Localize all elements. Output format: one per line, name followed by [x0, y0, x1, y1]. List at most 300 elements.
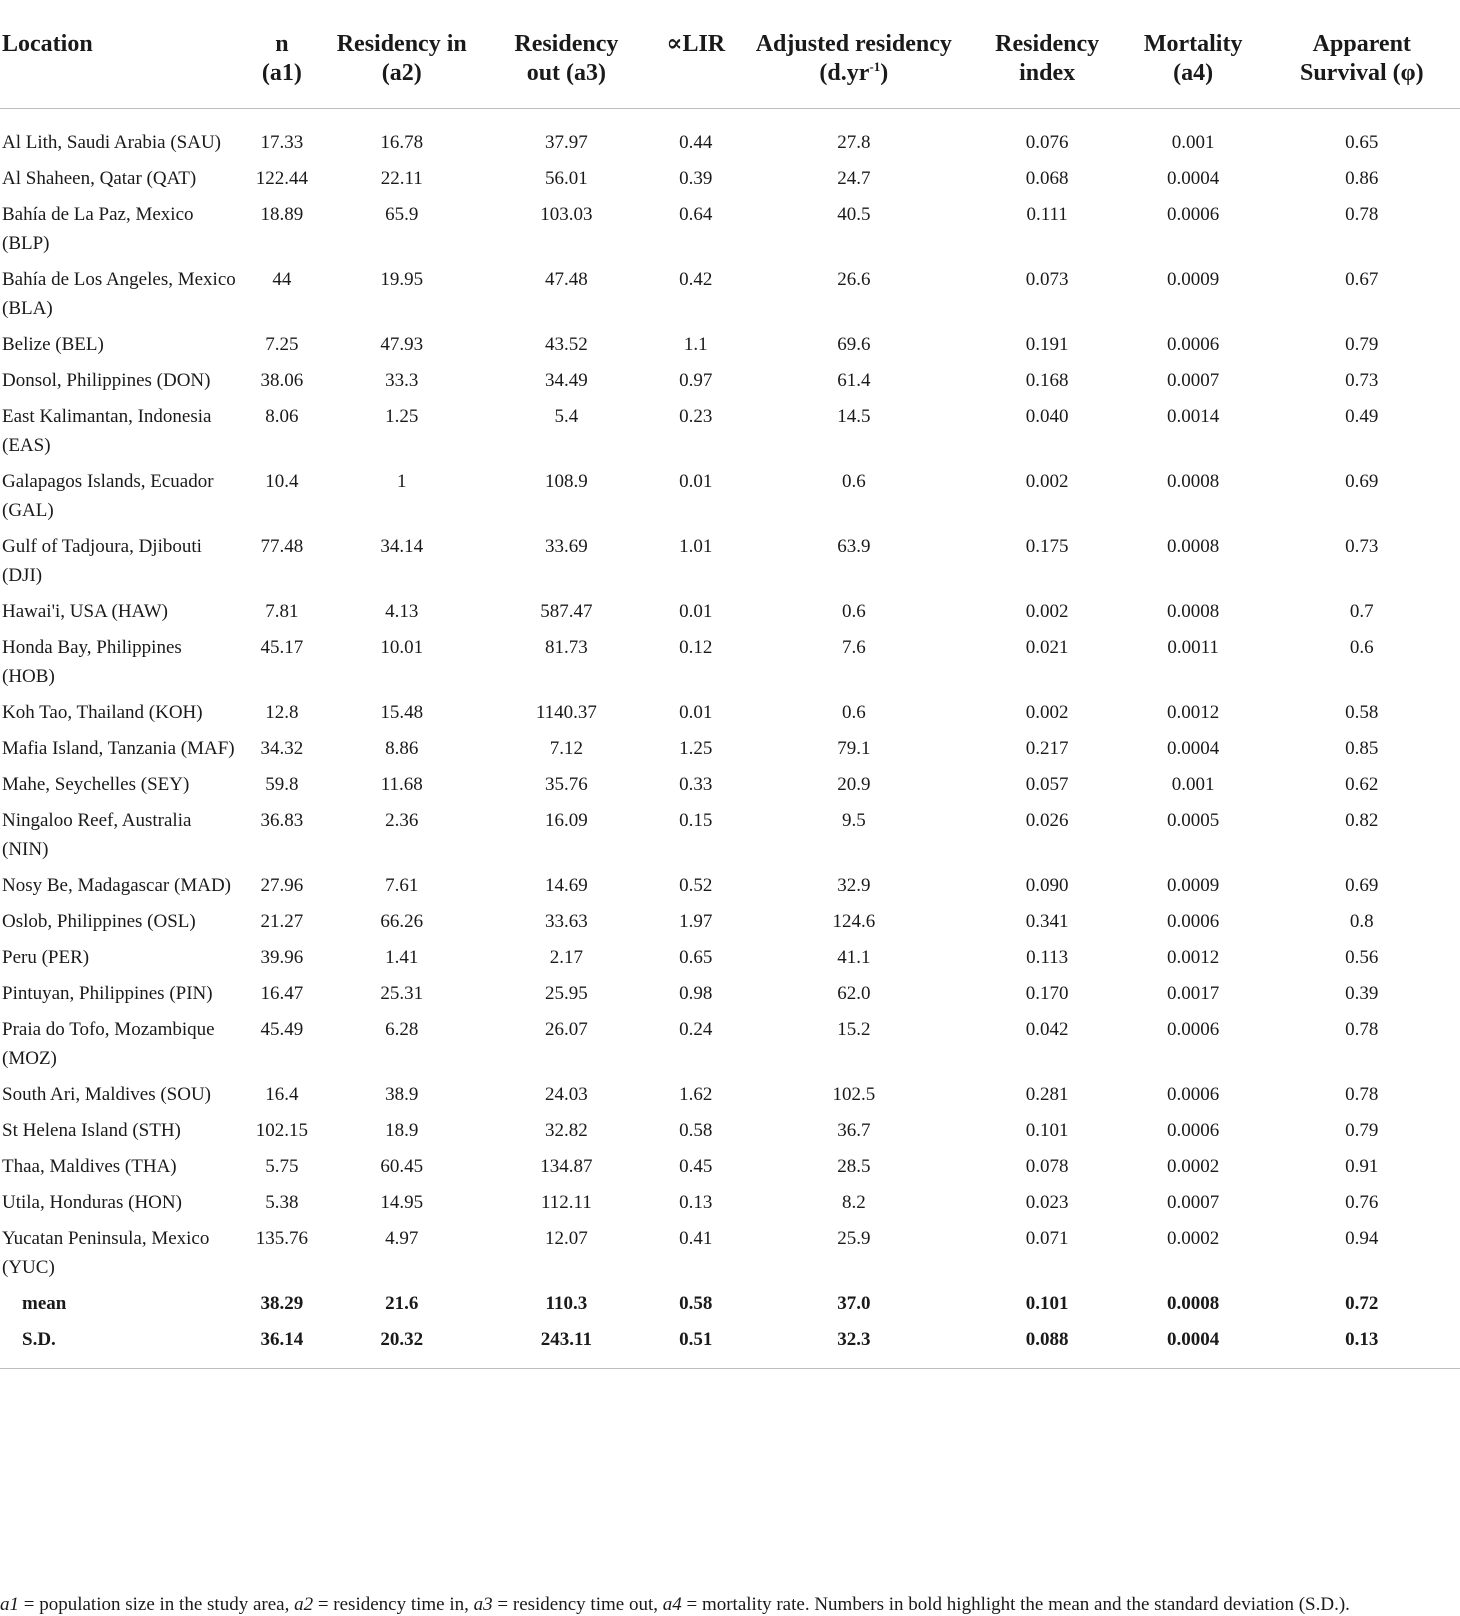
value-cell: 65.9	[385, 204, 419, 225]
value-cell: 0.79	[1345, 334, 1379, 355]
value-cell: 18.89	[260, 204, 304, 225]
value-cell: 0.94	[1345, 1228, 1379, 1249]
data-table-container	[0, 30, 1460, 1369]
residency-table	[0, 30, 1460, 1369]
value-cell: 1.1	[683, 334, 708, 355]
table-row	[0, 1188, 1460, 1224]
value-cell: 4.13	[385, 601, 419, 622]
value-cell: 0.0014	[1167, 406, 1220, 427]
value-cell: 0.191	[1025, 334, 1069, 355]
footnote-a3-symbol: a3	[473, 1594, 493, 1615]
location-cell: Belize (BEL)	[2, 334, 104, 355]
value-cell: 4.97	[385, 1228, 419, 1249]
location-cell: Al Shaheen, Qatar (QAT)	[2, 168, 197, 189]
summary-value-cell: 0.13	[1264, 1325, 1460, 1369]
value-cell: 61.4	[837, 370, 871, 391]
value-cell: 0.39	[679, 168, 713, 189]
value-cell: 5.4	[554, 406, 579, 427]
value-cell: 0.001	[1171, 774, 1215, 795]
value-cell: 0.281	[1025, 1084, 1069, 1105]
value-cell: 0.6	[841, 471, 866, 492]
value-cell: 15.48	[380, 702, 424, 723]
value-cell: 0.12	[679, 637, 713, 658]
value-cell: 0.98	[679, 983, 713, 1004]
value-cell: 0.86	[1345, 168, 1379, 189]
value-cell: 59.8	[265, 774, 299, 795]
value-cell: 135.76	[255, 1228, 309, 1249]
value-cell: 0.0006	[1167, 204, 1220, 225]
value-cell: 0.6	[841, 601, 866, 622]
value-cell: 47.93	[380, 334, 424, 355]
footnote-a2-text: = residency time in,	[313, 1594, 474, 1615]
value-cell: 16.4	[265, 1084, 299, 1105]
value-cell: 0.73	[1345, 536, 1379, 557]
column-header-line1: n	[275, 31, 289, 57]
summary-value-cell: 110.3	[545, 1293, 588, 1314]
value-cell: 43.52	[544, 334, 588, 355]
value-cell: 108.9	[544, 471, 588, 492]
value-cell: 0.175	[1025, 536, 1069, 557]
value-cell: 0.82	[1345, 810, 1379, 831]
value-cell: 0.0004	[1167, 738, 1220, 759]
location-cell: Al Lith, Saudi Arabia (SAU)	[2, 132, 222, 153]
footnote-a3-text: = residency time out,	[492, 1594, 663, 1615]
column-header	[0, 30, 238, 109]
value-cell: 0.97	[679, 370, 713, 391]
value-cell: 14.95	[380, 1192, 424, 1213]
location-cell: Yucatan Peninsula, Mexico (YUC)	[2, 1228, 210, 1278]
value-cell: 0.078	[1025, 1156, 1069, 1177]
location-cell: Galapagos Islands, Ecuador (GAL)	[2, 471, 214, 521]
table-row	[0, 734, 1460, 770]
location-cell: Bahía de La Paz, Mexico (BLP)	[2, 204, 194, 254]
value-cell: 0.24	[679, 1019, 713, 1040]
value-cell: 124.6	[832, 911, 876, 932]
sd-row	[0, 1325, 1460, 1369]
value-cell: 39.96	[260, 947, 304, 968]
value-cell: 0.69	[1345, 875, 1379, 896]
value-cell: 36.83	[260, 810, 304, 831]
value-cell: 0.6	[1349, 637, 1374, 658]
value-cell: 0.0008	[1167, 536, 1220, 557]
column-header-line2: (a2)	[381, 60, 422, 86]
value-cell: 36.7	[837, 1120, 871, 1141]
value-cell: 0.49	[1345, 406, 1379, 427]
value-cell: 0.076	[1025, 132, 1069, 153]
value-cell: 9.5	[841, 810, 866, 831]
value-cell: 15.2	[837, 1019, 871, 1040]
table-row	[0, 806, 1460, 871]
table-row	[0, 597, 1460, 633]
table-row	[0, 402, 1460, 467]
value-cell: 34.49	[544, 370, 588, 391]
table-row	[0, 1080, 1460, 1116]
table-row	[0, 1015, 1460, 1080]
summary-label-cell: S.D.	[0, 1325, 238, 1369]
value-cell: 33.69	[544, 536, 588, 557]
column-header	[477, 30, 655, 109]
value-cell: 47.48	[544, 269, 588, 290]
value-cell: 1.41	[385, 947, 419, 968]
table-row	[0, 770, 1460, 806]
value-cell: 1.97	[679, 911, 713, 932]
value-cell: 2.36	[385, 810, 419, 831]
value-cell: 12.8	[265, 702, 299, 723]
value-cell: 0.073	[1025, 269, 1069, 290]
value-cell: 44	[272, 269, 292, 290]
value-cell: 1140.37	[535, 702, 597, 723]
value-cell: 19.95	[380, 269, 424, 290]
value-cell: 81.73	[544, 637, 588, 658]
mean-row	[0, 1289, 1460, 1325]
value-cell: 0.0017	[1167, 983, 1220, 1004]
column-header-line1: Residency	[514, 31, 619, 57]
value-cell: 60.45	[380, 1156, 424, 1177]
column-header-line1: ∝LIR	[666, 31, 726, 57]
value-cell: 0.113	[1026, 947, 1069, 968]
value-cell: 0.042	[1025, 1019, 1069, 1040]
value-cell: 122.44	[255, 168, 309, 189]
column-header-line2: Survival (φ)	[1299, 60, 1424, 86]
location-cell: Donsol, Philippines (DON)	[2, 370, 211, 391]
value-cell: 0.76	[1345, 1192, 1379, 1213]
value-cell: 26.6	[837, 269, 871, 290]
location-cell: Mafia Island, Tanzania (MAF)	[2, 738, 235, 759]
column-header-line1: Residency in	[336, 31, 467, 57]
summary-value-cell: 0.72	[1345, 1293, 1379, 1314]
value-cell: 24.7	[837, 168, 871, 189]
footnote-a1-text: = population size in the study area,	[19, 1594, 295, 1615]
value-cell: 112.11	[540, 1192, 592, 1213]
value-cell: 62.0	[837, 983, 871, 1004]
footnote-a4-text: = mortality rate. Numbers in bold highlight the mean and the standard deviation (S.D.).	[681, 1594, 1350, 1615]
table-header	[0, 30, 1460, 109]
location-cell: Nosy Be, Madagascar (MAD)	[2, 875, 231, 896]
header-row	[0, 30, 1460, 109]
value-cell: 27.96	[260, 875, 304, 896]
table-row	[0, 1152, 1460, 1188]
table-footnote	[0, 1594, 1460, 1616]
value-cell: 0.8	[1349, 911, 1374, 932]
value-cell: 0.071	[1025, 1228, 1069, 1249]
value-cell: 0.44	[679, 132, 713, 153]
value-cell: 0.33	[679, 774, 713, 795]
value-cell: 0.0006	[1167, 1084, 1220, 1105]
value-cell: 7.6	[841, 637, 866, 658]
table-row	[0, 871, 1460, 907]
value-cell: 0.0006	[1167, 911, 1220, 932]
value-cell: 16.09	[544, 810, 588, 831]
value-cell: 25.31	[380, 983, 424, 1004]
value-cell: 0.0002	[1167, 1156, 1220, 1177]
table-row	[0, 467, 1460, 532]
summary-value-cell: 243.11	[477, 1325, 655, 1369]
column-header	[1123, 30, 1264, 109]
value-cell: 32.9	[837, 875, 871, 896]
value-cell: 102.15	[255, 1120, 309, 1141]
value-cell: 37.97	[544, 132, 588, 153]
value-cell: 0.78	[1345, 204, 1379, 225]
value-cell: 0.0006	[1167, 1120, 1220, 1141]
value-cell: 0.01	[679, 601, 713, 622]
summary-value-cell: 0.51	[655, 1325, 736, 1369]
value-cell: 0.91	[1345, 1156, 1379, 1177]
value-cell: 79.1	[837, 738, 871, 759]
summary-value-cell: 21.6	[385, 1293, 419, 1314]
value-cell: 0.69	[1345, 471, 1379, 492]
table-row	[0, 532, 1460, 597]
value-cell: 32.82	[544, 1120, 588, 1141]
value-cell: 0.170	[1025, 983, 1069, 1004]
value-cell: 0.78	[1345, 1019, 1379, 1040]
value-cell: 56.01	[544, 168, 588, 189]
footnote-a1-symbol: a1	[0, 1594, 19, 1615]
value-cell: 26.07	[544, 1019, 588, 1040]
location-cell: St Helena Island (STH)	[2, 1120, 181, 1141]
summary-value-cell: 20.32	[326, 1325, 477, 1369]
location-cell: Praia do Tofo, Mozambique (MOZ)	[2, 1019, 215, 1069]
column-header-line1: Mortality	[1143, 31, 1243, 57]
column-header-line2: (a4)	[1173, 60, 1214, 86]
location-cell: Pintuyan, Philippines (PIN)	[2, 983, 213, 1004]
location-cell: East Kalimantan, Indonesia (EAS)	[2, 406, 212, 456]
value-cell: 40.5	[837, 204, 871, 225]
location-cell: Peru (PER)	[2, 947, 90, 968]
value-cell: 0.0004	[1167, 168, 1220, 189]
summary-value-cell: 0.088	[972, 1325, 1123, 1369]
value-cell: 0.7	[1349, 601, 1374, 622]
value-cell: 0.0002	[1167, 1228, 1220, 1249]
value-cell: 35.76	[544, 774, 588, 795]
value-cell: 63.9	[837, 536, 871, 557]
value-cell: 0.068	[1025, 168, 1069, 189]
value-cell: 33.63	[544, 911, 588, 932]
value-cell: 0.002	[1025, 471, 1069, 492]
value-cell: 0.040	[1025, 406, 1069, 427]
value-cell: 1.25	[385, 406, 419, 427]
location-cell: Honda Bay, Philippines (HOB)	[2, 637, 182, 687]
value-cell: 0.026	[1025, 810, 1069, 831]
value-cell: 0.0006	[1167, 1019, 1220, 1040]
value-cell: 0.111	[1026, 204, 1068, 225]
column-header-line2: index	[1019, 60, 1076, 86]
value-cell: 45.17	[260, 637, 304, 658]
table-row	[0, 943, 1460, 979]
value-cell: 0.217	[1025, 738, 1069, 759]
summary-label-cell: mean	[22, 1293, 67, 1314]
value-cell: 18.9	[385, 1120, 419, 1141]
value-cell: 0.52	[679, 875, 713, 896]
value-cell: 45.49	[260, 1019, 304, 1040]
value-cell: 0.45	[679, 1156, 713, 1177]
value-cell: 7.25	[265, 334, 299, 355]
summary-value-cell: 0.58	[679, 1293, 713, 1314]
summary-value-cell: 37.0	[837, 1293, 871, 1314]
value-cell: 8.2	[841, 1192, 866, 1213]
value-cell: 7.12	[549, 738, 583, 759]
column-header-line2-tail: )	[880, 60, 889, 86]
value-cell: 102.5	[832, 1084, 876, 1105]
value-cell: 41.1	[837, 947, 871, 968]
value-cell: 0.0007	[1167, 1192, 1220, 1213]
value-cell: 1	[396, 471, 407, 492]
value-cell: 0.0008	[1167, 471, 1220, 492]
table-row	[0, 907, 1460, 943]
column-header	[326, 30, 477, 109]
value-cell: 5.38	[265, 1192, 299, 1213]
location-cell: Bahía de Los Angeles, Mexico (BLA)	[2, 269, 236, 319]
column-header-line1: Residency	[995, 31, 1100, 57]
value-cell: 0.021	[1025, 637, 1069, 658]
value-cell: 0.41	[679, 1228, 713, 1249]
footnote-a2-symbol: a2	[294, 1594, 314, 1615]
column-header-line2: (d.yr	[819, 60, 870, 86]
table-row	[0, 164, 1460, 200]
location-cell: Mahe, Seychelles (SEY)	[2, 774, 190, 795]
value-cell: 0.0008	[1167, 601, 1220, 622]
value-cell: 0.0009	[1167, 875, 1220, 896]
value-cell: 2.17	[549, 947, 583, 968]
value-cell: 0.65	[1345, 132, 1379, 153]
value-cell: 0.6	[841, 702, 866, 723]
value-cell: 16.78	[380, 132, 424, 153]
summary-value-cell: 36.14	[238, 1325, 327, 1369]
value-cell: 0.341	[1025, 911, 1069, 932]
value-cell: 1.62	[679, 1084, 713, 1105]
value-cell: 25.95	[544, 983, 588, 1004]
value-cell: 8.06	[265, 406, 299, 427]
column-header-line2: out (a3)	[526, 60, 607, 86]
column-header	[1264, 30, 1460, 109]
value-cell: 12.07	[544, 1228, 588, 1249]
value-cell: 1.25	[679, 738, 713, 759]
location-cell: Thaa, Maldives (THA)	[2, 1156, 177, 1177]
value-cell: 134.87	[540, 1156, 593, 1177]
value-cell: 0.0012	[1167, 947, 1220, 968]
footnote-a4-symbol: a4	[662, 1594, 682, 1615]
value-cell: 0.023	[1025, 1192, 1069, 1213]
value-cell: 5.75	[265, 1156, 299, 1177]
value-cell: 0.090	[1025, 875, 1069, 896]
value-cell: 17.33	[260, 132, 304, 153]
value-cell: 0.0005	[1167, 810, 1220, 831]
column-header	[736, 30, 972, 109]
column-header-line1: Location	[2, 31, 93, 57]
location-cell: Koh Tao, Thailand (KOH)	[2, 702, 203, 723]
value-cell: 0.0009	[1167, 269, 1220, 290]
value-cell: 8.86	[385, 738, 419, 759]
value-cell: 0.78	[1345, 1084, 1379, 1105]
summary-value-cell: 0.0008	[1167, 1293, 1220, 1314]
value-cell: 0.62	[1345, 774, 1379, 795]
table-row	[0, 633, 1460, 698]
location-cell: Hawai'i, USA (HAW)	[2, 601, 169, 622]
value-cell: 103.03	[540, 204, 593, 225]
value-cell: 0.0007	[1167, 370, 1220, 391]
value-cell: 0.13	[679, 1192, 713, 1213]
value-cell: 10.01	[380, 637, 424, 658]
summary-value-cell: 32.3	[736, 1325, 972, 1369]
value-cell: 0.73	[1345, 370, 1379, 391]
value-cell: 77.48	[260, 536, 304, 557]
value-cell: 0.79	[1345, 1120, 1379, 1141]
value-cell: 0.58	[679, 1120, 713, 1141]
value-cell: 38.06	[260, 370, 304, 391]
value-cell: 0.39	[1345, 983, 1379, 1004]
value-cell: 0.65	[679, 947, 713, 968]
value-cell: 33.3	[385, 370, 419, 391]
table-body	[0, 109, 1460, 1369]
value-cell: 0.64	[679, 204, 713, 225]
value-cell: 0.01	[679, 471, 713, 492]
column-header	[655, 30, 736, 109]
value-cell: 22.11	[380, 168, 423, 189]
location-cell: Oslob, Philippines (OSL)	[2, 911, 196, 932]
value-cell: 0.168	[1025, 370, 1069, 391]
value-cell: 0.15	[679, 810, 713, 831]
value-cell: 11.68	[380, 774, 423, 795]
column-header-line1: Apparent	[1312, 31, 1411, 57]
value-cell: 1.01	[679, 536, 713, 557]
value-cell: 0.0006	[1167, 334, 1220, 355]
value-cell: 0.85	[1345, 738, 1379, 759]
table-row	[0, 200, 1460, 265]
location-cell: Gulf of Tadjoura, Djibouti (DJI)	[2, 536, 202, 586]
value-cell: 6.28	[385, 1019, 419, 1040]
table-row	[0, 330, 1460, 366]
summary-value-cell: 38.29	[260, 1293, 304, 1314]
value-cell: 0.001	[1171, 132, 1215, 153]
value-cell: 21.27	[260, 911, 304, 932]
table-row	[0, 698, 1460, 734]
value-cell: 0.42	[679, 269, 713, 290]
value-cell: 24.03	[544, 1084, 588, 1105]
value-cell: 34.32	[260, 738, 304, 759]
value-cell: 34.14	[380, 536, 424, 557]
column-header-line1: Adjusted residency	[755, 31, 952, 57]
value-cell: 38.9	[385, 1084, 419, 1105]
summary-value-cell: 0.101	[1025, 1293, 1069, 1314]
column-header	[238, 30, 327, 109]
value-cell: 14.69	[544, 875, 588, 896]
value-cell: 69.6	[837, 334, 871, 355]
value-cell: 7.81	[265, 601, 299, 622]
location-cell: Ningaloo Reef, Australia (NIN)	[2, 810, 192, 860]
value-cell: 0.67	[1345, 269, 1379, 290]
value-cell: 0.01	[679, 702, 713, 723]
value-cell: 0.002	[1025, 601, 1069, 622]
column-header-superscript: -1	[869, 59, 881, 74]
value-cell: 7.61	[385, 875, 419, 896]
value-cell: 28.5	[837, 1156, 871, 1177]
location-cell: Utila, Honduras (HON)	[2, 1192, 182, 1213]
table-row	[0, 1224, 1460, 1289]
table-row	[0, 366, 1460, 402]
value-cell: 0.23	[679, 406, 713, 427]
value-cell: 0.56	[1345, 947, 1379, 968]
column-header	[972, 30, 1123, 109]
value-cell: 27.8	[837, 132, 871, 153]
column-header-line2: (a1)	[261, 60, 302, 86]
value-cell: 0.0011	[1167, 637, 1219, 658]
value-cell: 16.47	[260, 983, 304, 1004]
location-cell: South Ari, Maldives (SOU)	[2, 1084, 211, 1105]
value-cell: 0.0012	[1167, 702, 1220, 723]
value-cell: 14.5	[837, 406, 871, 427]
value-cell: 0.057	[1025, 774, 1069, 795]
value-cell: 0.58	[1345, 702, 1379, 723]
table-row	[0, 979, 1460, 1015]
